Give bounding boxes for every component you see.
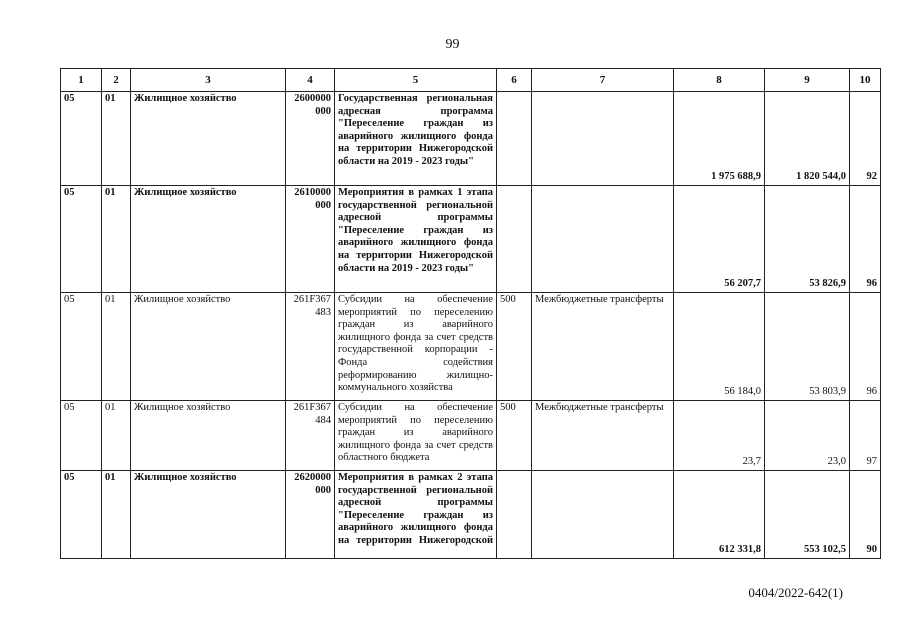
header-col-9: 9 [765,69,850,92]
header-col-7: 7 [532,69,674,92]
table-row [61,92,881,186]
table-header-row [61,69,881,92]
expense-type-name [532,471,674,559]
expense-type-name: Межбюджетные трансферты [532,293,674,401]
subsection-code: 01 [102,186,131,293]
target-article-code: 2610000 000 [286,186,335,293]
section-name: Жилищное хозяйство [131,401,286,471]
section-name: Жилищное хозяйство [131,92,286,186]
execution-percent: 96 [850,186,881,293]
execution-percent: 92 [850,92,881,186]
execution-percent: 96 [850,293,881,401]
execution-percent: 97 [850,401,881,471]
subsection-code: 01 [102,471,131,559]
actual-amount: 553 102,5 [765,471,850,559]
actual-amount: 23,0 [765,401,850,471]
purpose-description: Субсидии на обеспечение мероприятий по переселению граждан из аварийного жилищного фонда за счет средств областного бюджета [335,401,497,471]
target-article-code: 261F367 483 [286,293,335,401]
planned-amount: 23,7 [674,401,765,471]
section-name: Жилищное хозяйство [131,471,286,559]
section-name: Жилищное хозяйство [131,293,286,401]
table-row [61,293,881,401]
planned-amount: 1 975 688,9 [674,92,765,186]
planned-amount: 56 184,0 [674,293,765,401]
header-col-5: 5 [335,69,497,92]
expense-type-name: Межбюджетные трансферты [532,401,674,471]
document-code: 0404/2022-642(1) [748,585,843,600]
header-col-1: 1 [61,69,102,92]
header-col-8: 8 [674,69,765,92]
header-col-6: 6 [497,69,532,92]
expense-type-name [532,92,674,186]
purpose-description: Мероприятия в рамках 1 этапа государственной региональной адресной программы "Переселение граждан из аварийного жилищного фонда на территории Нижегородской области на 2019 - 2023 годы" [335,186,497,293]
actual-amount: 53 803,9 [765,293,850,401]
header-col-10: 10 [850,69,881,92]
purpose-description: Государственная региональная адресная программа "Переселение граждан из аварийного жилищного фонда на территории Нижегородской области на 2019 - 2023 годы" [335,92,497,186]
actual-amount: 53 826,9 [765,186,850,293]
page-number: 99 [445,37,460,52]
expense-type-code [497,92,532,186]
purpose-description: Мероприятия в рамках 2 этапа государственной региональной адресной программы "Переселение граждан из аварийного жилищного фонда на территории Нижегородской [335,471,497,559]
subsection-code: 01 [102,401,131,471]
target-article-code: 2600000 000 [286,92,335,186]
section-code: 05 [61,186,102,293]
actual-amount: 1 820 544,0 [765,92,850,186]
section-name: Жилищное хозяйство [131,186,286,293]
table-row [61,471,881,559]
expense-type-code [497,471,532,559]
header-col-3: 3 [131,69,286,92]
subsection-code: 01 [102,293,131,401]
subsection-code: 01 [102,92,131,186]
section-code: 05 [61,293,102,401]
expense-type-name [532,186,674,293]
target-article-code: 2620000 000 [286,471,335,559]
planned-amount: 612 331,8 [674,471,765,559]
header-col-4: 4 [286,69,335,92]
expense-type-code: 500 [497,401,532,471]
section-code: 05 [61,92,102,186]
purpose-description: Субсидии на обеспечение мероприятий по переселению граждан из аварийного жилищного фонда за счет средств государственной корпорации - Фонда содействия реформированию жилищно-коммунального хозяйства [335,293,497,401]
budget-table [60,68,881,559]
execution-percent: 90 [850,471,881,559]
expense-type-code: 500 [497,293,532,401]
planned-amount: 56 207,7 [674,186,765,293]
header-col-2: 2 [102,69,131,92]
section-code: 05 [61,471,102,559]
table-row [61,401,881,471]
expense-type-code [497,186,532,293]
table-row [61,186,881,293]
target-article-code: 261F367 484 [286,401,335,471]
section-code: 05 [61,401,102,471]
